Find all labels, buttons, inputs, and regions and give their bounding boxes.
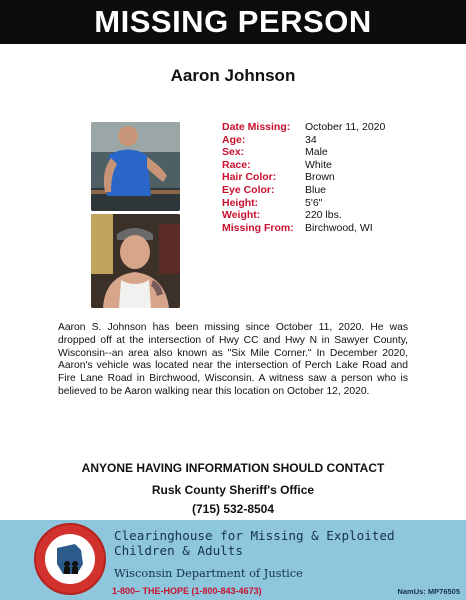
hotline-number[interactable]: 1-800– THE-HOPE (1-800-843-4673) xyxy=(112,586,262,596)
missing-person-banner: MISSING PERSON xyxy=(0,0,466,44)
fact-value: 5'6" xyxy=(305,196,323,209)
fact-value: Birchwood, WI xyxy=(305,221,373,234)
fact-label: Date Missing: xyxy=(222,121,291,133)
photo-bottom-image xyxy=(91,214,180,308)
clearinghouse-footer xyxy=(0,520,466,600)
fact-value: Male xyxy=(305,146,328,159)
fact-value: 220 lbs. xyxy=(305,209,342,222)
contact-heading: ANYONE HAVING INFORMATION SHOULD CONTACT xyxy=(81,461,385,475)
fact-value: White xyxy=(305,158,332,171)
fact-row-date-missing xyxy=(222,121,385,134)
fact-row-sex xyxy=(222,146,385,159)
person-name: Aaron Johnson xyxy=(170,66,296,85)
person-photo-top xyxy=(91,122,180,211)
seal-inner-icon xyxy=(45,534,95,584)
fact-row-weight xyxy=(222,209,385,222)
fact-label: Eye Color: xyxy=(222,183,275,196)
contact-phone[interactable]: (715) 532-8504 xyxy=(191,502,275,516)
fact-label: Age: xyxy=(222,133,246,146)
fact-row-height xyxy=(222,197,385,210)
clearinghouse-line-2: Children & Adults xyxy=(114,543,243,558)
clearinghouse-line-1: Clearinghouse for Missing & Exploited xyxy=(114,528,395,543)
fact-row-eye-color xyxy=(222,184,385,197)
fact-row-missing-from xyxy=(222,222,385,235)
photo-top-image xyxy=(91,122,180,211)
fact-label: Weight: xyxy=(222,209,261,222)
fact-row-age xyxy=(222,134,385,147)
contact-agency: Rusk County Sheriff's Office xyxy=(151,483,315,497)
person-photo-bottom xyxy=(91,214,180,308)
fact-label: Missing From: xyxy=(222,221,294,234)
department-name: Wisconsin Department of Justice xyxy=(114,566,303,580)
fact-row-race xyxy=(222,159,385,172)
fact-label: Height: xyxy=(222,196,259,209)
person-facts xyxy=(222,121,385,234)
case-description: Aaron S. Johnson has been missing since October 11, 2020. He was dropped off at the intersection of Hwy CC and Hwy N in Sawyer County, Wisconsin--an area also known as "Six Mile Corner." In December 2020, Aaron's vehicle was located near the intersection of Perch Lake Road and Fire Lane Road in Birchwood, Wisconsin. A witness saw a person who is believed to be Aaron walking near this location on October 12, 2020. xyxy=(58,322,408,397)
fact-label: Hair Color: xyxy=(222,171,277,184)
fact-label: Race: xyxy=(222,158,251,171)
clearinghouse-seal-logo xyxy=(34,523,106,595)
fact-value: 34 xyxy=(305,133,317,146)
fact-row-hair-color xyxy=(222,171,385,184)
clearinghouse-title xyxy=(114,528,434,558)
fact-value: Brown xyxy=(305,171,335,184)
fact-value: Blue xyxy=(305,183,327,196)
wisconsin-map-icon xyxy=(45,534,95,584)
fact-value: October 11, 2020 xyxy=(305,121,386,133)
namus-id: NamUs: MP76505 xyxy=(397,587,460,596)
fact-label: Sex: xyxy=(222,146,245,159)
